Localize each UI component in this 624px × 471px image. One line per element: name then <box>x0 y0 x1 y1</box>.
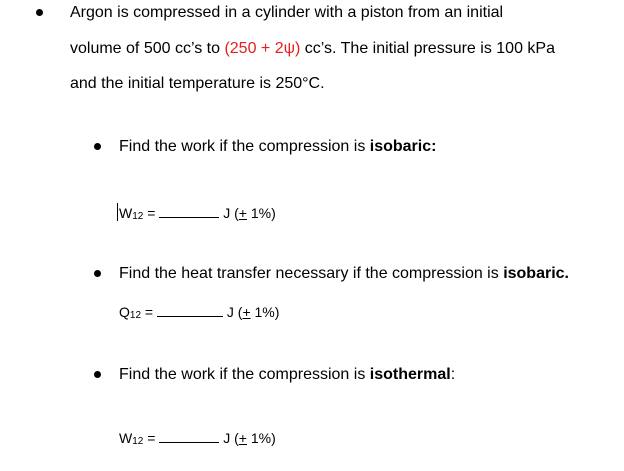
answer-unit: J ( <box>222 304 243 320</box>
problem-text: and the initial temperature is 250°C. <box>70 75 325 92</box>
answer-subscript: 12 <box>132 436 144 447</box>
volume-expression: (250 + 2ψ) <box>224 40 301 57</box>
answer-field-2[interactable] <box>119 303 279 325</box>
question-text-end: : <box>450 366 456 383</box>
answer-symbol: W <box>119 430 133 446</box>
answer-equals: = <box>143 205 160 221</box>
question-2-prompt <box>119 264 569 284</box>
answer-field-3[interactable] <box>119 429 276 451</box>
text-cursor <box>117 203 118 221</box>
bullet-icon <box>94 270 101 277</box>
question-emphasis: isothermal <box>369 366 451 383</box>
question-text: Find the work if the compression is <box>119 138 370 155</box>
answer-tolerance: 1%) <box>250 304 280 320</box>
problem-line-2 <box>70 39 555 59</box>
answer-unit: J ( <box>219 430 239 446</box>
plus-minus-symbol: + <box>238 430 247 446</box>
answer-tolerance: 1%) <box>246 430 276 446</box>
answer-symbol: Q <box>119 304 130 320</box>
question-text: Find the heat transfer necessary if the compression is <box>119 265 504 282</box>
plus-minus-symbol: + <box>238 205 247 221</box>
question-3-prompt <box>119 365 455 385</box>
answer-blank[interactable] <box>159 430 219 443</box>
bullet-icon <box>36 9 43 16</box>
answer-blank[interactable] <box>157 304 223 317</box>
question-text: Find the work if the compression is <box>119 366 370 383</box>
problem-text: volume of 500 cc’s to <box>70 40 225 57</box>
problem-line-3 <box>70 74 325 94</box>
answer-field-1[interactable] <box>117 203 276 226</box>
problem-text: Argon is compressed in a cylinder with a piston from an initial <box>70 4 504 21</box>
bullet-icon <box>94 143 101 150</box>
problem-text: cc’s. The initial pressure is 100 kPa <box>300 40 555 57</box>
answer-symbol: W <box>119 205 133 221</box>
question-emphasis: isobaric: <box>369 138 437 155</box>
question-1-prompt <box>119 137 436 157</box>
answer-equals: = <box>143 430 160 446</box>
answer-tolerance: 1%) <box>246 205 276 221</box>
bullet-icon <box>94 371 101 378</box>
answer-unit: J ( <box>219 205 239 221</box>
answer-blank[interactable] <box>159 205 219 218</box>
problem-line-1 <box>70 3 503 23</box>
answer-subscript: 12 <box>132 211 144 222</box>
question-emphasis: isobaric. <box>503 265 569 282</box>
answer-subscript: 12 <box>129 310 142 321</box>
answer-equals: = <box>141 304 157 320</box>
plus-minus-symbol: + <box>242 304 251 320</box>
